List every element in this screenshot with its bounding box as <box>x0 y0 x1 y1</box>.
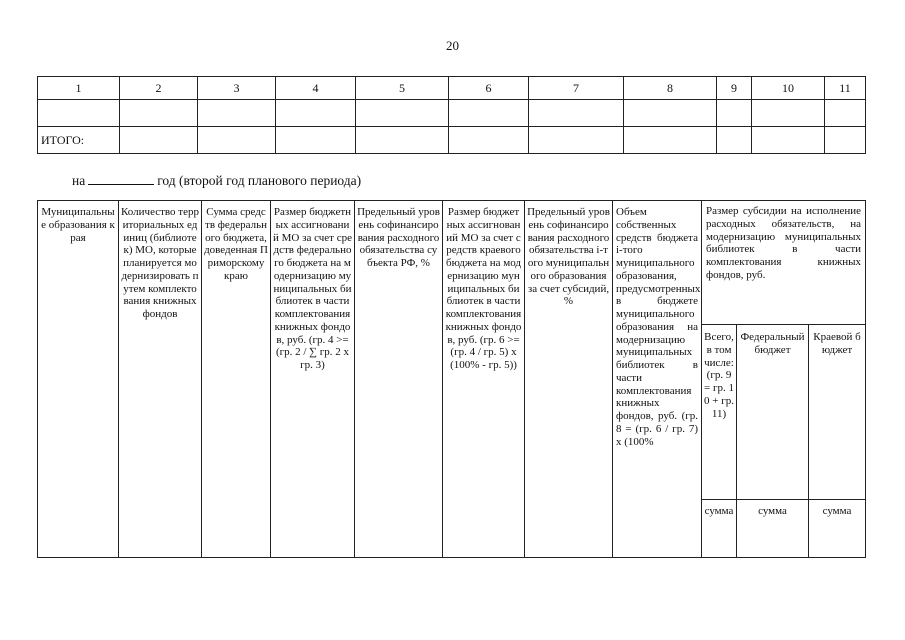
header-own-funds: Объем собственных средств бюджета i-того муниципального образования, предусмотренных в бюджете муниципального образования на модернизацию муниципальных библиотек в части комплектования книжных фондов, руб. (гр. 8 = (гр. 6 / гр. 7) x (100% <box>613 201 702 558</box>
header-total: Всего, в том числе: (гр. 9 = гр. 10 + гр. 11) <box>702 325 737 500</box>
total-row <box>38 127 866 154</box>
header-mo-federal-allocations: Размер бюджетных ассигнований МО за счет средств федерального бюджета на модернизацию муниципальных библиотек в части комплектования книжных фондов, руб. (гр. 4 >= (гр. 2 / ∑ гр. 2 x гр. 3) <box>271 201 355 558</box>
header-federal-budget: Федеральный бюджет <box>737 325 809 500</box>
sum-total: сумма <box>702 500 737 558</box>
col-number: 10 <box>752 77 825 100</box>
table-cell <box>120 100 198 127</box>
table-cell <box>198 100 276 127</box>
col-number: 2 <box>120 77 198 100</box>
header-subsidy-amount: Размер субсидии на исполнение расходных обязательств, на модернизацию муниципальных библиотек в части комплектования книжных фондов, руб. <box>702 201 866 325</box>
col-number: 11 <box>825 77 866 100</box>
col-number: 5 <box>356 77 449 100</box>
header-mo-regional-allocations: Размер бюджетных ассигнований МО за счет средств краевого бюджета на модернизацию муниципальных библиотек в части комплектования книжных фондов, руб. (гр. 6 >= (гр. 4 / гр. 5) x (100% - гр. 5)) <box>443 201 525 558</box>
header-row <box>38 201 866 325</box>
table-cell <box>752 127 825 154</box>
table-cell <box>529 127 624 154</box>
table-cell <box>276 127 356 154</box>
col-number: 7 <box>529 77 624 100</box>
col-number: 4 <box>276 77 356 100</box>
header-library-count: Количество территориальных единиц (библиотек) МО, которые планируется модернизировать путем комплектования книжных фондов <box>119 201 202 558</box>
table-cell <box>624 100 717 127</box>
table-cell <box>624 127 717 154</box>
period-prefix: на <box>72 173 86 188</box>
table-cell <box>356 127 449 154</box>
period-suffix: год (второй год планового периода) <box>157 173 362 188</box>
year-blank <box>88 172 154 185</box>
table-cell <box>717 127 752 154</box>
header-cofinancing-level-mo: Предельный уровень софинансирования расходного обязательства i-того муниципального образования за счет субсидий, % <box>525 201 613 558</box>
table-cell <box>356 100 449 127</box>
header-regional-budget: Краевой бюджет <box>809 325 866 500</box>
table-cell <box>449 127 529 154</box>
period-line <box>72 172 361 189</box>
table-cell <box>276 100 356 127</box>
table-cell <box>825 100 866 127</box>
summary-header-row <box>38 77 866 100</box>
header-cofinancing-level-subject: Предельный уровень софинансирования расходного обязательства субъекта РФ, % <box>355 201 443 558</box>
table-cell <box>38 100 120 127</box>
col-number: 1 <box>38 77 120 100</box>
summary-table <box>37 76 866 154</box>
header-municipalities: Муниципальные образования края <box>38 201 119 558</box>
table-cell <box>529 100 624 127</box>
col-number: 6 <box>449 77 529 100</box>
col-number: 3 <box>198 77 276 100</box>
col-number: 9 <box>717 77 752 100</box>
table-cell <box>198 127 276 154</box>
table-cell <box>825 127 866 154</box>
sum-federal: сумма <box>737 500 809 558</box>
table-cell <box>717 100 752 127</box>
col-number: 8 <box>624 77 717 100</box>
total-label: ИТОГО: <box>38 127 120 154</box>
sum-regional: сумма <box>809 500 866 558</box>
table-cell <box>120 127 198 154</box>
header-federal-funds: Сумма средств федерального бюджета, доведенная Приморскому краю <box>202 201 271 558</box>
table-cell <box>449 100 529 127</box>
table-cell <box>752 100 825 127</box>
subsidy-table <box>37 200 866 558</box>
empty-row <box>38 100 866 127</box>
page-number: 20 <box>446 38 459 53</box>
